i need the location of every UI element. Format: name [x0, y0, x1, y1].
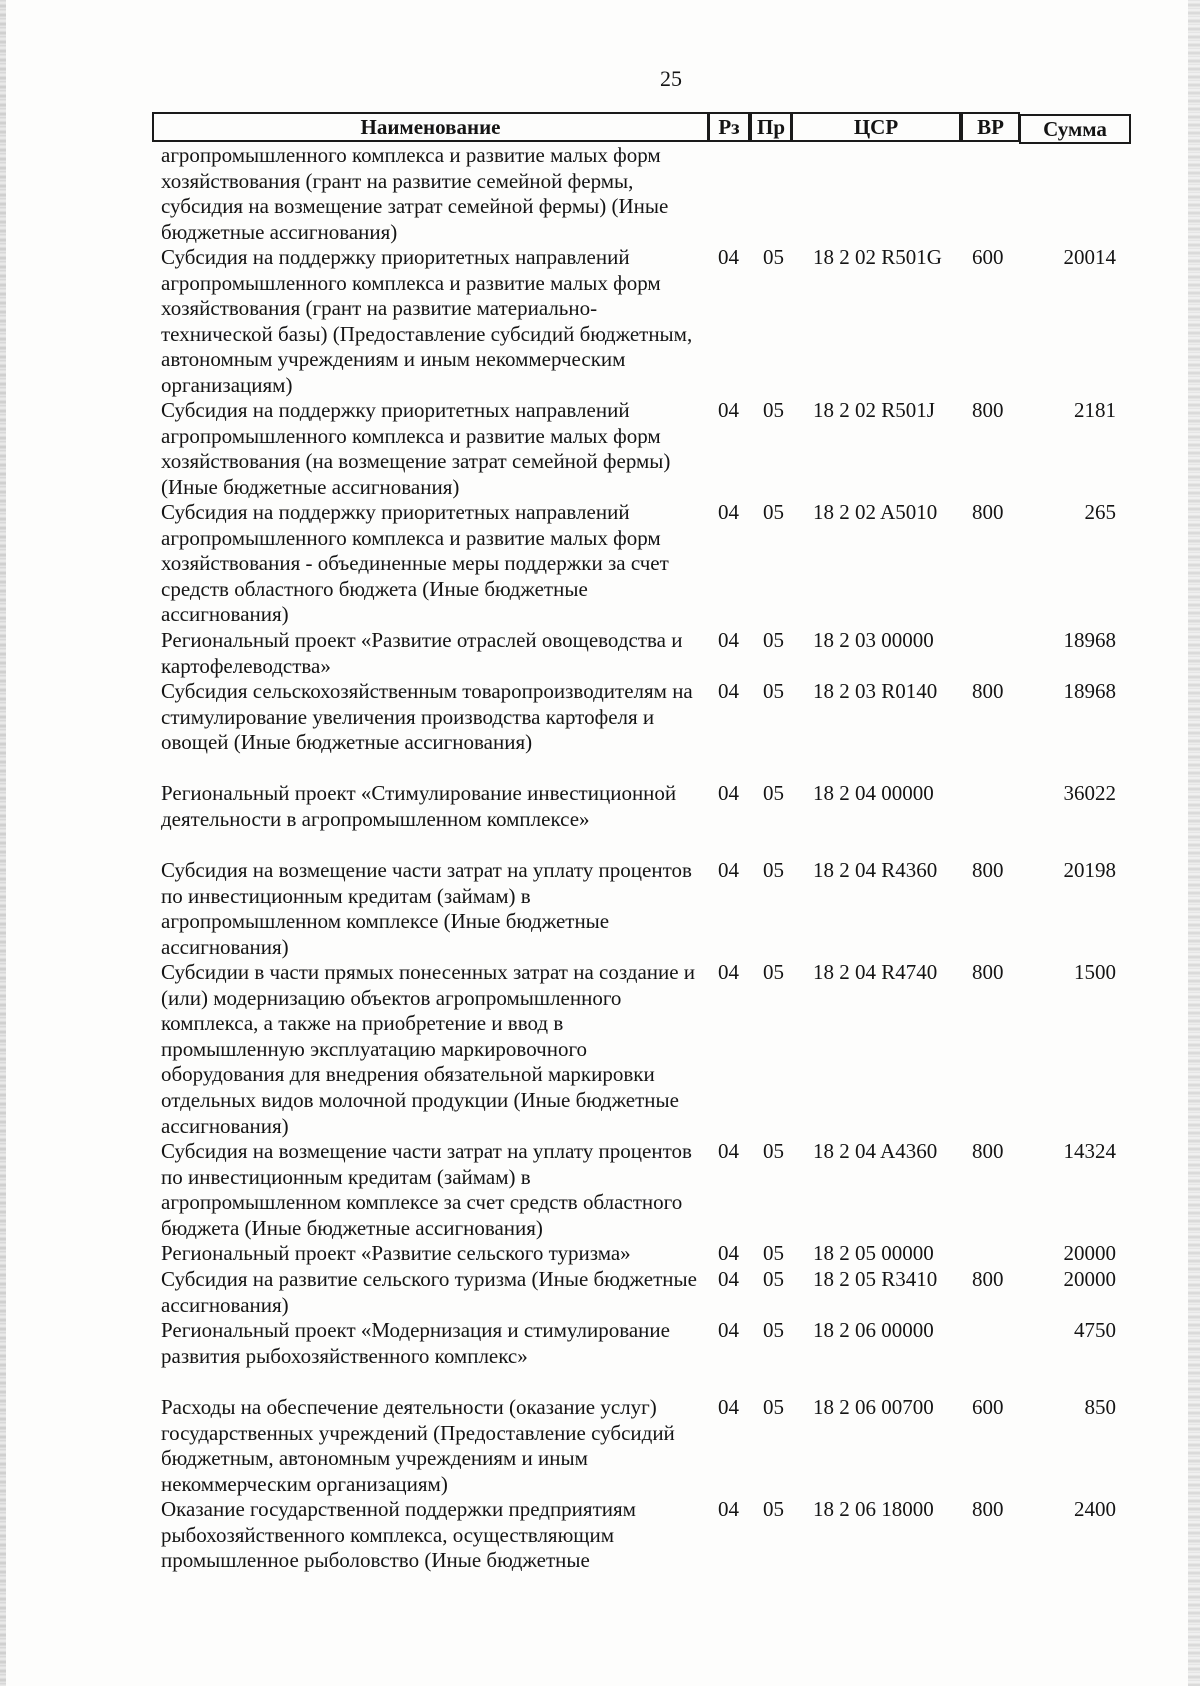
row-rz: 04 [718, 1318, 739, 1342]
header-vr: ВР [961, 112, 1020, 142]
row-sum: 18968 [1063, 679, 1116, 703]
row-vr: 800 [972, 500, 1004, 524]
row-rz: 04 [718, 960, 739, 984]
row-csr: 18 2 04 R4740 [813, 960, 938, 984]
row-rz: 04 [718, 781, 739, 805]
row-name: Расходы на обеспечение деятельности (оказание услуг) государственных учреждений (Предоставление субсидий бюджетным, автономным учреждениям и иным некоммерческим организациям) [161, 1395, 675, 1496]
row-sum: 18968 [1063, 628, 1116, 652]
row-name: агропромышленного комплекса и развитие малых форм хозяйствования (грант на развитие семейной фермы, субсидия на возмещение затрат семейной фермы) (Иные бюджетные ассигнования) [161, 143, 669, 244]
row-csr: 18 2 03 R0140 [813, 679, 938, 703]
row-name: Субсидия на возмещение части затрат на уплату процентов по инвестиционным кредитам (займам) в агропромышленном комплексе за счет средств областного бюджета (Иные бюджетные ассигнования) [161, 1139, 692, 1240]
row-pr: 05 [763, 960, 784, 984]
row-csr: 18 2 05 R3410 [813, 1267, 938, 1291]
scan-edge-left [0, 0, 6, 1686]
row-name: Субсидия сельскохозяйственным товаропроизводителям на стимулирование увеличения производства картофеля и овощей (Иные бюджетные ассигнования) [161, 679, 693, 755]
row-sum: 4750 [1074, 1318, 1116, 1342]
row-vr: 800 [972, 1267, 1004, 1291]
row-vr: 800 [972, 1139, 1004, 1163]
row-csr: 18 2 04 A4360 [813, 1139, 938, 1163]
row-rz: 04 [718, 1241, 739, 1265]
row-pr: 05 [763, 1497, 784, 1521]
page-number: 25 [660, 66, 682, 91]
row-sum: 20000 [1063, 1241, 1116, 1265]
row-vr: 800 [972, 1497, 1004, 1521]
row-name: Субсидия на развитие сельского туризма (Иные бюджетные ассигнования) [161, 1267, 697, 1317]
row-name: Региональный проект «Развитие отраслей овощеводства и картофелеводства» [161, 628, 683, 678]
row-csr: 18 2 06 18000 [813, 1497, 934, 1521]
row-csr: 18 2 02 A5010 [813, 500, 938, 524]
header-rz: Рз [708, 112, 750, 142]
row-sum: 2400 [1074, 1497, 1116, 1521]
row-sum: 36022 [1063, 781, 1116, 805]
header-csr: ЦСР [791, 112, 961, 142]
row-csr: 18 2 06 00700 [813, 1395, 934, 1419]
row-name: Субсидия на поддержку приоритетных направлений агропромышленного комплекса и развитие малых форм хозяйствования - объединенные меры поддержки за счет средств областного бюджета (Иные бюджетные ассигнования) [161, 500, 669, 627]
header-name: Наименование [152, 112, 709, 142]
row-name: Субсидии в части прямых понесенных затрат на создание и (или) модернизацию объектов агропромышленного комплекса, а также на приобретение и ввод в промышленную эксплуатацию маркировочного оборудования для внедрения обязательной маркировки отдельных видов молочной продукции (Иные бюджетные ассигнования) [161, 960, 696, 1138]
row-name: Оказание государственной поддержки предприятиям рыбохозяйственного комплекса, осуществляющим промышленное рыболовство (Иные бюджетные [161, 1497, 636, 1573]
header-pr: Пр [750, 112, 792, 142]
row-vr: 600 [972, 1395, 1004, 1419]
row-vr: 800 [972, 858, 1004, 882]
row-vr: 800 [972, 679, 1004, 703]
row-pr: 05 [763, 398, 784, 422]
row-csr: 18 2 02 R501G [813, 245, 942, 269]
row-rz: 04 [718, 398, 739, 422]
row-sum: 2181 [1074, 398, 1116, 422]
row-rz: 04 [718, 500, 739, 524]
row-vr: 600 [972, 245, 1004, 269]
row-pr: 05 [763, 1241, 784, 1265]
row-csr: 18 2 02 R501J [813, 398, 935, 422]
row-rz: 04 [718, 1497, 739, 1521]
row-pr: 05 [763, 1267, 784, 1291]
row-pr: 05 [763, 628, 784, 652]
row-name: Субсидия на поддержку приоритетных направлений агропромышленного комплекса и развитие малых форм хозяйствования (грант на развитие материально-технической базы) (Предоставление субсидий бюджетным, автономным учреждениям и иным некоммерческим организациям) [161, 245, 693, 397]
row-csr: 18 2 04 00000 [813, 781, 934, 805]
row-pr: 05 [763, 1395, 784, 1419]
row-name: Региональный проект «Развитие сельского туризма» [161, 1241, 631, 1265]
header-sum: Сумма [1019, 114, 1131, 144]
row-vr: 800 [972, 960, 1004, 984]
row-rz: 04 [718, 628, 739, 652]
row-pr: 05 [763, 858, 784, 882]
row-csr: 18 2 04 R4360 [813, 858, 938, 882]
row-pr: 05 [763, 1139, 784, 1163]
row-sum: 20014 [1063, 245, 1116, 269]
row-vr: 800 [972, 398, 1004, 422]
row-pr: 05 [763, 500, 784, 524]
row-rz: 04 [718, 858, 739, 882]
row-pr: 05 [763, 679, 784, 703]
row-csr: 18 2 06 00000 [813, 1318, 934, 1342]
row-name: Региональный проект «Модернизация и стимулирование развития рыбохозяйственного комплекс» [161, 1318, 670, 1368]
row-sum: 1500 [1074, 960, 1116, 984]
row-sum: 14324 [1063, 1139, 1116, 1163]
row-rz: 04 [718, 245, 739, 269]
row-sum: 20000 [1063, 1267, 1116, 1291]
row-sum: 20198 [1063, 858, 1116, 882]
row-pr: 05 [763, 245, 784, 269]
row-rz: 04 [718, 1267, 739, 1291]
row-csr: 18 2 05 00000 [813, 1241, 934, 1265]
row-pr: 05 [763, 781, 784, 805]
row-rz: 04 [718, 1395, 739, 1419]
row-csr: 18 2 03 00000 [813, 628, 934, 652]
row-name: Региональный проект «Стимулирование инвестиционной деятельности в агропромышленном комплексе» [161, 781, 677, 831]
row-rz: 04 [718, 679, 739, 703]
scan-edge-right [1188, 0, 1200, 1686]
row-name: Субсидия на поддержку приоритетных направлений агропромышленного комплекса и развитие малых форм хозяйствования (на возмещение затрат семейной фермы) (Иные бюджетные ассигнования) [161, 398, 671, 499]
row-pr: 05 [763, 1318, 784, 1342]
row-name: Субсидия на возмещение части затрат на уплату процентов по инвестиционным кредитам (займам) в агропромышленном комплексе (Иные бюджетные ассигнования) [161, 858, 692, 959]
row-sum: 265 [1084, 500, 1116, 524]
row-sum: 850 [1084, 1395, 1116, 1419]
row-rz: 04 [718, 1139, 739, 1163]
